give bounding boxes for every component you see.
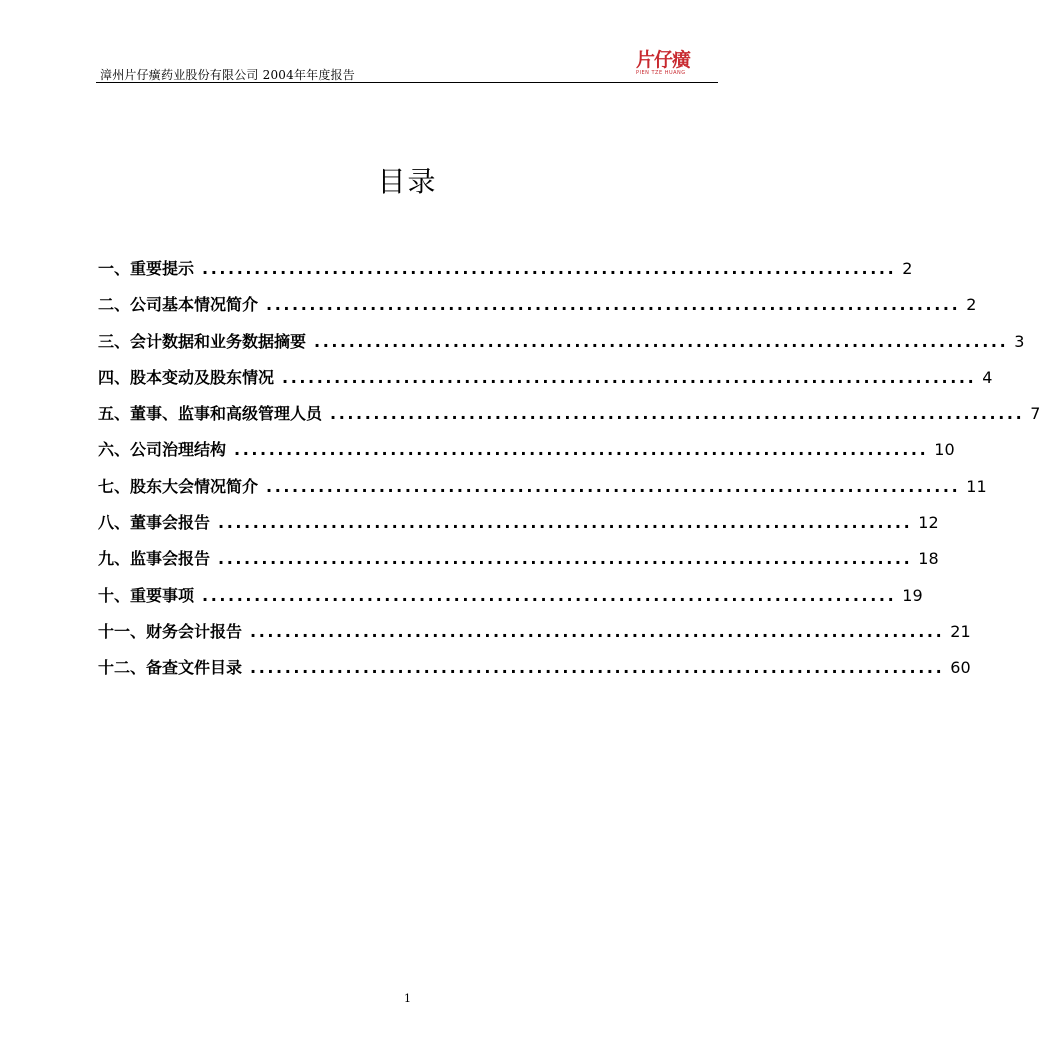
toc-entry-page: 60 xyxy=(950,658,971,678)
toc-entry[interactable] xyxy=(98,655,971,691)
toc-entry-label: 十一、财务会计报告 xyxy=(98,621,243,641)
toc-entry-label: 四、股本变动及股东情况 xyxy=(98,367,275,387)
toc-entry-page: 2 xyxy=(966,295,977,315)
toc-entry-label: 三、会计数据和业务数据摘要 xyxy=(98,331,307,351)
company-logo xyxy=(636,50,706,76)
toc-leader-dots: ................................................................................ xyxy=(218,513,913,533)
toc-entry-label: 五、董事、监事和高级管理人员 xyxy=(98,404,323,424)
toc-entry-page: 3 xyxy=(1014,331,1025,351)
toc-entry-page: 10 xyxy=(934,440,955,460)
toc-entry[interactable] xyxy=(98,510,939,546)
toc-entry[interactable] xyxy=(98,474,987,510)
logo-subtext: PIEN TZE HUANG xyxy=(636,70,686,76)
toc-entry[interactable] xyxy=(98,583,923,619)
toc-entry-page: 2 xyxy=(902,259,913,278)
toc-entry[interactable] xyxy=(98,437,955,473)
logo-text: 片仔癀 xyxy=(636,49,691,71)
toc-entry-label: 十、重要事项 xyxy=(98,585,195,605)
toc-leader-dots: ................................................................................ xyxy=(266,476,961,496)
toc-entry-page: 7 xyxy=(1030,404,1040,424)
toc-entry-label: 十二、备查文件目录 xyxy=(98,658,243,678)
toc-entry-label: 二、公司基本情况简介 xyxy=(98,295,259,315)
toc-entry-page: 12 xyxy=(918,513,939,533)
toc-entry[interactable] xyxy=(98,292,977,328)
toc-entry-label: 六、公司治理结构 xyxy=(98,440,227,460)
header-company-report: 漳州片仔癀药业股份有限公司 2004年年度报告 xyxy=(100,68,355,82)
toc-leader-dots: ................................................................................ xyxy=(250,621,945,641)
toc-entry-page: 4 xyxy=(982,367,993,387)
toc-leader-dots: ................................................................................ xyxy=(250,658,945,678)
toc-entry[interactable] xyxy=(98,619,971,655)
page-number: 1 xyxy=(404,992,411,1005)
toc-entry[interactable] xyxy=(98,329,1025,365)
toc-entry-label: 七、股东大会情况简介 xyxy=(98,476,259,496)
toc-leader-dots: ................................................................................ xyxy=(330,404,1025,424)
toc-entry-page: 18 xyxy=(918,549,939,569)
toc-leader-dots: ................................................................................ xyxy=(314,331,1009,351)
toc-entry-page: 19 xyxy=(902,585,923,605)
toc-entry-label: 八、董事会报告 xyxy=(98,513,211,533)
toc-entry[interactable] xyxy=(98,365,993,401)
toc-entry-page: 21 xyxy=(950,621,971,641)
page-title: 目录 xyxy=(377,165,438,198)
toc-entry-label: 一、重要提示 xyxy=(98,259,195,278)
toc-entry-label: 九、监事会报告 xyxy=(98,549,211,569)
header-divider xyxy=(96,82,718,83)
toc-leader-dots: ................................................................................ xyxy=(202,259,897,278)
toc-leader-dots: ................................................................................ xyxy=(266,295,961,315)
table-of-contents xyxy=(98,256,1040,692)
toc-leader-dots: ................................................................................ xyxy=(218,549,913,569)
toc-entry[interactable] xyxy=(98,256,913,292)
toc-leader-dots: ................................................................................ xyxy=(282,367,977,387)
toc-leader-dots: ................................................................................ xyxy=(202,585,897,605)
toc-entry[interactable] xyxy=(98,401,1040,437)
toc-leader-dots: ................................................................................ xyxy=(234,440,929,460)
toc-entry[interactable] xyxy=(98,546,939,582)
toc-entry-page: 11 xyxy=(966,476,987,496)
